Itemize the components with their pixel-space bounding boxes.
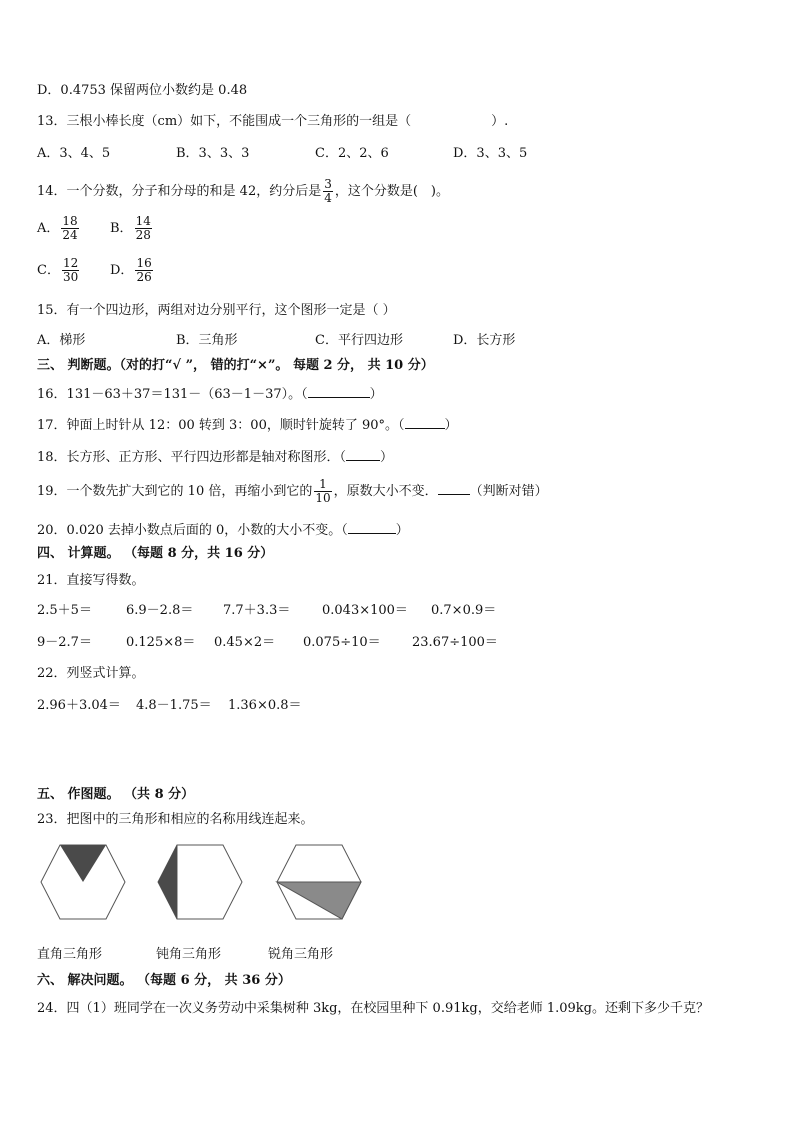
triangle-label-obtuse[interactable]: 钝角三角形	[156, 947, 222, 962]
q15-option-b: B．三角形	[176, 333, 238, 348]
calc-item: 0.7×0.9＝	[431, 603, 497, 618]
acute-triangle-shaded	[277, 882, 361, 919]
question-18: 18．长方形、正方形、平行四边形都是轴对称图形．（ ）	[37, 450, 394, 465]
question-24: 24．四（1）班同学在一次义务劳动中采集树种 3kg，在校园里种下 0.91kg，交给老师 1.09kg。还剩下多少千克？	[37, 1001, 709, 1016]
question-21: 21．直接写得数。	[37, 573, 145, 588]
hexagon-figure-1	[38, 842, 128, 922]
section-6-heading: 六、 解决问题。 （每题 6 分， 共 36 分）	[37, 973, 291, 988]
q15-option-d: D．长方形	[453, 333, 516, 348]
answer-blank[interactable]	[348, 521, 396, 534]
calc-item: 7.7＋3.3＝	[223, 603, 291, 618]
question-14-text: 14．一个分数，分子和分母的和是 42，约分后是	[37, 184, 322, 199]
answer-blank[interactable]	[308, 385, 370, 398]
calc-item: 2.5＋5＝	[37, 603, 92, 618]
fraction: $\frac{1}{10}$	[315, 477, 331, 505]
q15-option-a: A．梯形	[37, 333, 86, 348]
question-20: 20．0.020 去掉小数点后面的 0，小数的大小不变。（ ）	[37, 523, 409, 538]
q13-option-a: A．3、4、5	[37, 146, 111, 161]
answer-blank[interactable]	[438, 482, 470, 495]
section-4-heading: 四、 计算题。 （每题 8 分，共 16 分）	[37, 546, 274, 561]
calc-item: 0.075÷10＝	[303, 635, 381, 650]
calc-item: 0.043×100＝	[322, 603, 408, 618]
section-3-heading: 三、 判断题。（对的打“√ ”， 错的打“×”。 每题 2 分， 共 10 分）	[37, 358, 434, 373]
fraction: $\frac{3}{4}$	[324, 177, 332, 205]
calc-item: 9－2.7＝	[37, 635, 92, 650]
q14-option-d: D． $\frac{16}{26}$	[110, 256, 152, 284]
question-16: 16．131－63＋37＝131－（63－1－37）。（ ）	[37, 387, 383, 402]
q13-option-c: C．2、2、6	[315, 146, 389, 161]
answer-blank[interactable]	[346, 448, 380, 461]
q14-option-c: C． $\frac{12}{30}$	[37, 256, 79, 284]
calc-item: 6.9－2.8＝	[126, 603, 194, 618]
q13-option-d: D．3、3、5	[453, 146, 528, 161]
q14-option-a: A． $\frac{18}{24}$	[37, 214, 78, 242]
q13-option-b: B．3、3、3	[176, 146, 250, 161]
calc-item: 2.96＋3.04＝	[37, 698, 121, 713]
section-5-heading: 五、 作图题。 （共 8 分）	[37, 787, 195, 802]
triangle-label-right[interactable]: 直角三角形	[37, 947, 103, 962]
calc-item: 4.8－1.75＝	[136, 698, 212, 713]
question-13-tail: ）.	[491, 114, 509, 129]
calc-item: 1.36×0.8＝	[228, 698, 302, 713]
calc-item: 23.67÷100＝	[412, 635, 498, 650]
triangle-label-acute[interactable]: 锐角三角形	[268, 947, 334, 962]
question-15: 15．有一个四边形，两组对边分别平行，这个图形一定是（ ）	[37, 303, 396, 318]
calc-item: 0.45×2＝	[214, 635, 276, 650]
question-23: 23．把图中的三角形和相应的名称用线连起来。	[37, 812, 314, 827]
hexagon-figure-2	[155, 842, 245, 922]
right-triangle-shaded	[60, 845, 106, 882]
question-14	[37, 178, 449, 205]
q14-option-b: B． $\frac{14}{28}$	[110, 214, 151, 242]
question-12-option-d: D．0.4753 保留两位小数约是 0.48	[37, 83, 248, 98]
question-17: 17．钟面上时针从 12：00 转到 3：00，顺时针旋转了 90°。（ ）	[37, 418, 458, 433]
question-19: 19．一个数先扩大到它的 10 倍，再缩小到它的 $\frac{1}{10}$ ，原数大小不变． （判断对错）	[37, 477, 548, 505]
answer-blank[interactable]	[405, 416, 445, 429]
question-13-text: 13．三根小棒长度（cm）如下，不能围成一个三角形的一组是（	[37, 114, 412, 129]
calc-item: 0.125×8＝	[126, 635, 196, 650]
q15-option-c: C．平行四边形	[315, 333, 403, 348]
question-22: 22．列竖式计算。	[37, 666, 145, 681]
obtuse-triangle-shaded	[158, 845, 177, 919]
question-14-tail: ，这个分数是( )。	[334, 184, 450, 199]
hexagon-figure-3	[274, 842, 364, 922]
question-13	[37, 113, 508, 131]
